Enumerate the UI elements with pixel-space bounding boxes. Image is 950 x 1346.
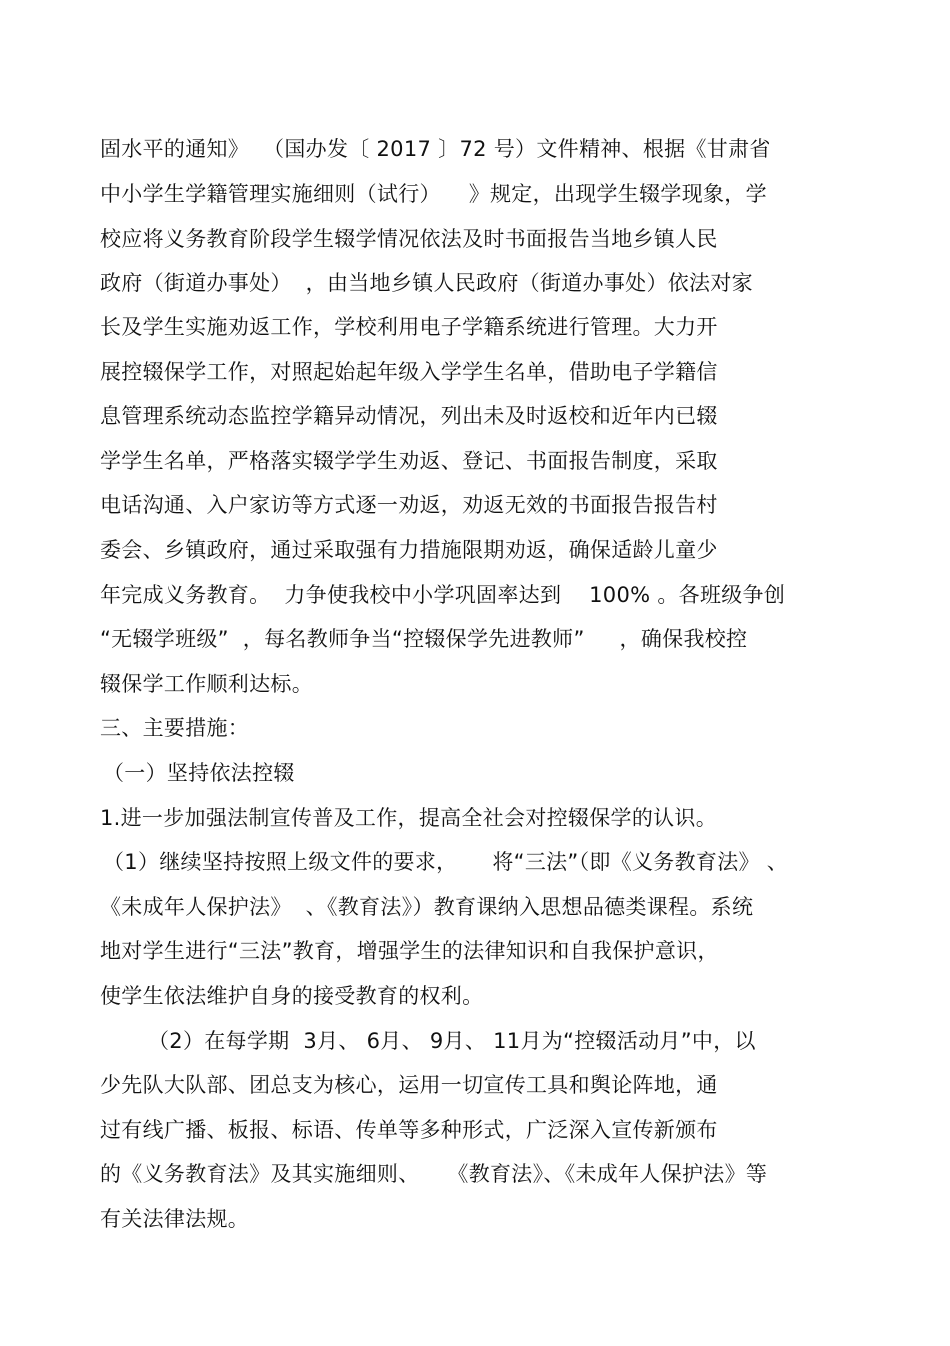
text-line: 展控辍保学工作，对照起始起年级入学学生名单，借助电子学籍信: [100, 360, 718, 384]
text-line: 委会、乡镇政府，通过采取强有力措施限期劝返，确保适龄儿童少: [100, 538, 718, 562]
text-line: 过有线广播、板报、标语、传单等多种形式，广泛深入宣传新颁布: [100, 1118, 718, 1142]
text-line: 年完成义务教育。 力争使我校中小学巩固率达到 100% 。各班级争创: [100, 583, 786, 607]
text-line: 息管理系统动态监控学籍异动情况，列出未及时返校和近年内已辍: [100, 404, 718, 428]
text-line: 学学生名单，严格落实辍学学生劝返、登记、书面报告制度，采取: [100, 449, 718, 473]
text-line: 电话沟通、入户家访等方式逐一劝返，劝返无效的书面报告报告村: [100, 493, 718, 517]
subsection-heading: （一）坚持依法控辍: [103, 761, 295, 785]
text-line: 固水平的通知》 （国办发〔 2017 〕72 号）文件精神、根据《甘肃省: [100, 137, 771, 161]
text-line: 使学生依法维护自身的接受教育的权利。: [100, 984, 484, 1008]
text-line: 的《义务教育法》及其实施细则、 《教育法》、《未成年人保护法》等: [100, 1162, 768, 1186]
text-line: 地对学生进行“三法”教育，增强学生的法律知识和自我保护意识，: [100, 939, 719, 963]
text-line: 《未成年人保护法》 、《教育法》）教育课纳入思想品德类课程。系统: [100, 895, 754, 919]
text-line: （1）继续坚持按照上级文件的要求， 将“三法”（即《义务教育法》 、: [103, 850, 789, 874]
text-line: 校应将义务教育阶段学生辍学情况依法及时书面报告当地乡镇人民: [100, 227, 718, 251]
text-line: “无辍学班级” ，每名教师争当“控辍保学先进教师” ，确保我校控: [100, 627, 748, 651]
text-line: 政府（街道办事处） ，由当地乡镇人民政府（街道办事处）依法对家: [100, 271, 753, 295]
text-line: 中小学生学籍管理实施细则（试行） 》规定，出现学生辍学现象，学: [100, 182, 767, 206]
text-line: 长及学生实施劝返工作，学校利用电子学籍系统进行管理。大力开: [100, 315, 718, 339]
text-line: 有关法律法规。: [100, 1207, 250, 1231]
section-heading: 三、主要措施：: [100, 716, 250, 740]
text-line: 辍保学工作顺利达标。: [100, 672, 313, 696]
text-line: （2）在每学期 3月、 6月、 9月、 11月为“控辍活动月”中，以: [148, 1029, 756, 1053]
numbered-item: 1.进一步加强法制宣传普及工作，提高全社会对控辍保学的认识。: [100, 806, 718, 830]
text-line: 少先队大队部、团总支为核心，运用一切宣传工具和舆论阵地，通: [100, 1073, 718, 1097]
